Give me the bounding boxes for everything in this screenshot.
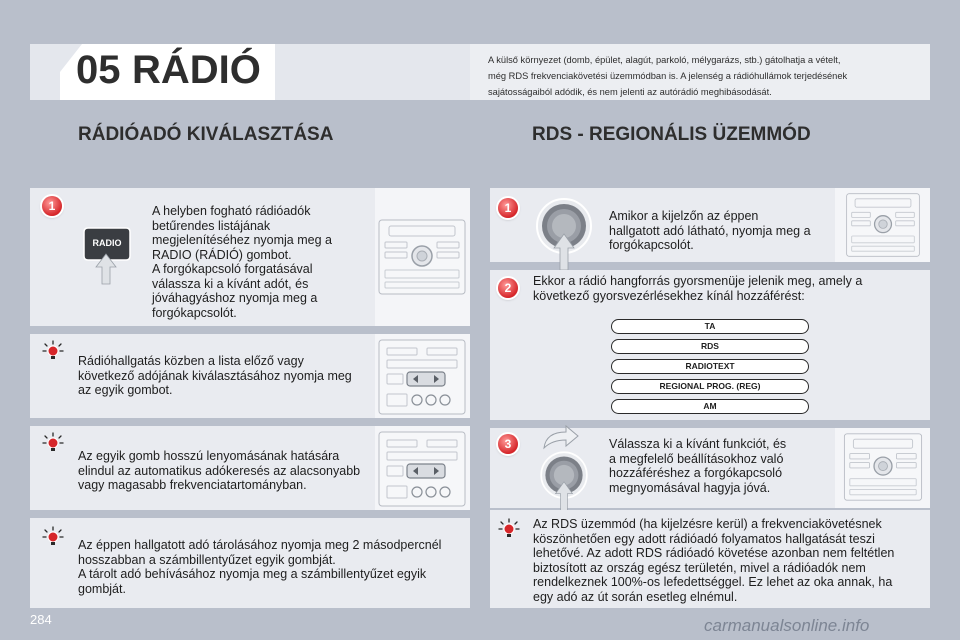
left-tip1-text xyxy=(78,354,378,398)
chapter-number: 05 xyxy=(76,48,121,92)
text-line: Ekkor a rádió hangforrás gyorsmenüje jelenik meg, amely a xyxy=(533,274,863,288)
text-line: A tárolt adó behívásához nyomja meg a számbillentyűzet egyik xyxy=(78,567,427,581)
rotate-arrow-icon xyxy=(540,424,580,450)
chapter-title: RÁDIÓ xyxy=(132,48,261,92)
text-line: egy adó az út során esetleg elnémul. xyxy=(533,589,738,604)
left-section-title: RÁDIÓADÓ KIVÁLASZTÁSA xyxy=(78,124,334,145)
right-step2-text xyxy=(533,274,923,303)
text-line: következő gyorsvezérlésekhez kínál hozzáférést: xyxy=(533,288,805,303)
text-line: Az éppen hallgatott adó tárolásához nyomja meg 2 másodpercnél xyxy=(78,538,442,552)
rotary-knob-illustration xyxy=(534,448,594,514)
radio-unit-image xyxy=(377,338,467,416)
rotary-knob-illustration xyxy=(534,194,594,272)
text-line: hozzáféréshez a forgókapcsoló xyxy=(609,466,783,480)
text-line: forgókapcsolót. xyxy=(609,238,694,252)
text-line: A forgókapcsoló forgatásával xyxy=(152,262,313,276)
text-line: az egyik gombot. xyxy=(78,383,173,397)
radio-unit-image xyxy=(377,430,467,508)
text-line: lehetővé. Az adott RDS rádióadó követése azonban nem feltétlen xyxy=(533,546,895,560)
top-note-line: még RDS frekvenciakövetési üzemmódban is. A jelenség a rádióhullámok terjedésének xyxy=(488,71,848,81)
step-badge: 1 xyxy=(42,196,62,216)
text-line: Az egyik gomb hosszú lenyomásának hatására xyxy=(78,449,340,463)
watermark: carmanualsonline.info xyxy=(704,616,870,635)
menu-item-ta[interactable]: TA xyxy=(611,319,809,334)
left-tip2-text xyxy=(78,449,378,493)
radio-button-illustration xyxy=(82,226,132,286)
text-line: megnyomásával hagyja jóvá. xyxy=(609,480,771,495)
text-line: elindul az automatikus adókeresés az alacsonyabb xyxy=(78,463,361,478)
text-line: jóváhagyáshoz nyomja meg a xyxy=(152,291,318,305)
menu-item-am[interactable]: AM xyxy=(611,399,809,414)
top-note-line: sajátosságaiból adódik, és nem jelenti az autórádió meghibásodását. xyxy=(488,87,772,97)
text-line: következő adójának kiválasztásához nyomja meg xyxy=(78,368,352,383)
top-note xyxy=(488,52,918,100)
right-section-title: RDS - REGIONÁLIS ÜZEMMÓD xyxy=(532,124,811,145)
right-tip-text xyxy=(533,517,925,604)
lightbulb-icon xyxy=(42,526,64,548)
right-step3-text xyxy=(609,437,829,495)
text-line: RADIO (RÁDIÓ) gombot. xyxy=(152,247,292,262)
text-line: megjelenítéséhez nyomja meg a xyxy=(152,233,332,247)
step-badge: 2 xyxy=(498,278,518,298)
text-line: Válassza ki a kívánt funkciót, és xyxy=(609,437,787,451)
text-line: biztosított az ország egész területén, mivel a rádióadók nem xyxy=(533,560,866,575)
menu-item-rds[interactable]: RDS xyxy=(611,339,809,354)
text-line: betűrendes listájának xyxy=(152,218,271,233)
page-number: 284 xyxy=(30,612,52,627)
right-step1-text xyxy=(609,209,829,253)
lightbulb-icon xyxy=(498,518,520,540)
left-step1-text xyxy=(152,204,352,320)
lightbulb-icon xyxy=(42,432,64,454)
text-line: Amikor a kijelzőn az éppen xyxy=(609,209,759,223)
radio-unit-image xyxy=(838,432,928,502)
text-line: Az RDS üzemmód (ha kijelzésre kerül) a frekvenciakövetésnek xyxy=(533,517,882,531)
top-note-line: A külső környezet (domb, épület, alagút, parkoló, mélygarázs, stb.) gátolhatja a vételt, xyxy=(488,55,841,65)
text-line: köszönhetően egy adott rádióadó folyamatos hallgatását teszi xyxy=(533,531,875,546)
text-line: A helyben fogható rádióadók xyxy=(152,204,311,218)
menu-item-regional-prog[interactable]: REGIONAL PROG. (REG) xyxy=(611,379,809,394)
radio-unit-image xyxy=(838,192,928,258)
text-line: rendelkeznek 100%-os lefedettséggel. Ez lehet az oka annak, ha xyxy=(533,575,893,589)
text-line: hallgatott adó látható, nyomja meg a xyxy=(609,223,811,238)
radio-unit-image xyxy=(377,218,467,296)
step-badge: 1 xyxy=(498,198,518,218)
menu-item-radiotext[interactable]: RADIOTEXT xyxy=(611,359,809,374)
text-line: Rádióhallgatás közben a lista előző vagy xyxy=(78,354,304,368)
lightbulb-icon xyxy=(42,340,64,362)
step-badge: 3 xyxy=(498,434,518,454)
text-line: forgókapcsolót. xyxy=(152,305,237,320)
left-tip3-text xyxy=(78,538,463,596)
text-line: gombját. xyxy=(78,581,126,596)
text-line: hosszabban a számbillentyűzet egyik gombját. xyxy=(78,552,336,567)
radio-button-label: RADIO xyxy=(92,238,122,248)
text-line: válassza ki a kívánt adót, és xyxy=(152,276,309,291)
text-line: a megfelelő beállításokhoz való xyxy=(609,451,784,466)
text-line: vagy magasabb frekvenciatartományban. xyxy=(78,478,307,492)
